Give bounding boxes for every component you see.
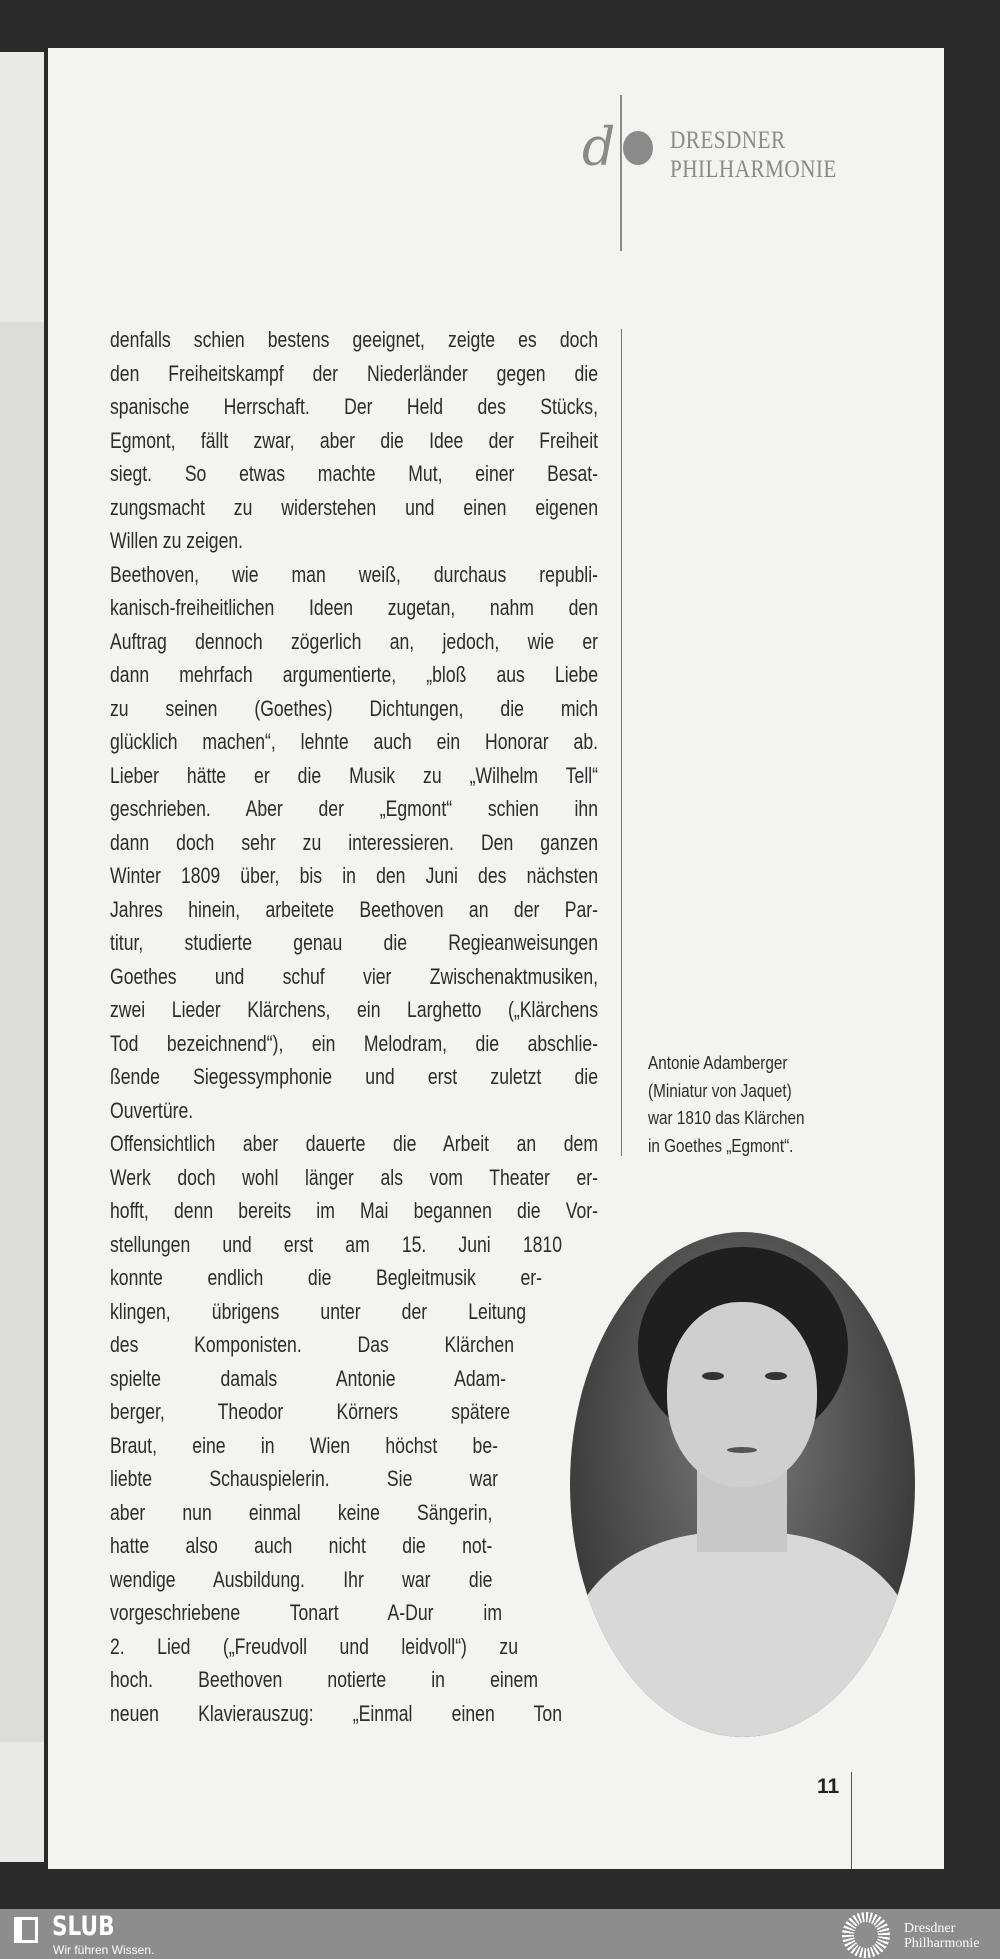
text-line: Beethoven, wie man weiß, durchaus republi- <box>110 561 598 587</box>
logo-text-line1: DRESDNER <box>670 127 786 154</box>
sunburst-logo-icon <box>842 1912 890 1958</box>
text-line: zungsmacht zu widerstehen und einen eigenen <box>110 494 598 520</box>
caption-line: Antonie Adamberger <box>648 1053 788 1073</box>
text-line: klingen, übrigens unter der Leitung <box>110 1298 526 1324</box>
text-line: Braut, eine in Wien höchst be- <box>110 1432 498 1458</box>
caption-line: (Miniatur von Jaquet) <box>648 1080 792 1101</box>
text-line: spanische Herrschaft. Der Held des Stücks, <box>110 394 598 419</box>
text-line: stellungen und erst am 15. Juni 1810 <box>110 1231 562 1257</box>
text-line: Willen zu zeigen. <box>110 528 244 553</box>
partner-name-line2: Philharmonie <box>904 1936 980 1951</box>
text-line: Tod bezeichnend“), ein Melodram, die abschlie- <box>110 1030 598 1056</box>
portrait-miniature-image <box>570 1232 915 1737</box>
logo-d-icon: d <box>582 118 616 178</box>
text-line: Werk doch wohl länger als vom Theater er- <box>110 1164 598 1190</box>
text-line: spielte damals Antonie Adam- <box>110 1365 506 1391</box>
text-line: geschrieben. Aber der „Egmont“ schien ihn <box>110 796 598 821</box>
text-line: kanisch-freiheitlichen Ideen zugetan, nahm den <box>110 595 598 620</box>
text-line: liebte Schauspielerin. Sie war <box>110 1466 498 1491</box>
text-line: glücklich machen“, lehnte auch ein Honorar ab. <box>110 729 598 754</box>
column-divider <box>621 329 622 1156</box>
text-line: neuen Klavierauszug: „Einmal einen Ton <box>110 1700 562 1726</box>
text-line: dann mehrfach argumentierte, „bloß aus Liebe <box>110 662 598 687</box>
text-line: berger, Theodor Körners spätere <box>110 1399 510 1424</box>
text-line: hofft, denn bereits im Mai begannen die Vor- <box>110 1198 598 1223</box>
slub-logo-text[interactable]: SLUB <box>52 1911 115 1942</box>
partner-name-line1: Dresdner <box>904 1921 956 1936</box>
text-line: 2. Lied („Freudvoll und leidvoll“) zu <box>110 1633 518 1659</box>
text-line: des Komponisten. Das Klärchen <box>110 1332 514 1357</box>
page-number: 11 <box>817 1775 840 1798</box>
text-line: hoch. Beethoven notierte in einem <box>110 1667 538 1692</box>
text-line: hatte also auch nicht die not- <box>110 1533 493 1558</box>
text-line: Lieber hätte er die Musik zu „Wilhelm Tell“ <box>110 762 598 788</box>
adjacent-page-edge <box>0 52 44 1862</box>
text-line: Winter 1809 über, bis in den Juni des nächsten <box>110 863 598 888</box>
caption-line: in Goethes „Egmont“. <box>648 1135 794 1156</box>
footer-bar <box>0 1909 1000 1959</box>
text-line: Ouvertüre. <box>110 1097 194 1123</box>
text-line: konnte endlich die Begleitmusik er- <box>110 1265 542 1290</box>
text-line: Auftrag dennoch zögerlich an, jedoch, wie er <box>110 628 598 654</box>
text-line: ßende Siegessymphonie und erst zuletzt die <box>110 1064 598 1089</box>
text-line: Goethes und schuf vier Zwischenaktmusiken, <box>110 963 598 989</box>
text-line: wendige Ausbildung. Ihr war die <box>110 1566 493 1592</box>
text-line: Jahres hinein, arbeitete Beethoven an der Par- <box>110 896 598 922</box>
text-line: titur, studierte genau die Regieanweisungen <box>110 930 598 955</box>
text-line: Egmont, fällt zwar, aber die Idee der Freiheit <box>110 427 598 453</box>
text-line: dann doch sehr zu interessieren. Den ganzen <box>110 829 598 855</box>
logo-note-icon <box>623 131 653 165</box>
logo-text-line2: PHILHARMONIE <box>670 156 837 183</box>
body-text <box>110 323 598 1730</box>
slub-book-icon <box>14 1917 38 1943</box>
slub-tagline: Wir führen Wissen. <box>53 1943 155 1957</box>
image-caption <box>648 1050 805 1160</box>
text-line: den Freiheitskampf der Niederländer gegen die <box>110 360 598 386</box>
page-number-rule <box>851 1772 852 1869</box>
text-line: zwei Lieder Klärchens, ein Larghetto („Klärchens <box>110 997 598 1022</box>
text-line: zu seinen (Goethes) Dichtungen, die mich <box>110 695 598 721</box>
text-line: siegt. So etwas machte Mut, einer Besat- <box>110 461 598 486</box>
text-line: vorgeschriebene Tonart A-Dur im <box>110 1600 502 1625</box>
text-line: denfalls schien bestens geeignet, zeigte es doch <box>110 327 598 352</box>
text-line: Offensichtlich aber dauerte die Arbeit an dem <box>110 1131 598 1156</box>
caption-line: war 1810 das Klärchen <box>648 1108 805 1128</box>
text-line: aber nun einmal keine Sängerin, <box>110 1499 493 1525</box>
